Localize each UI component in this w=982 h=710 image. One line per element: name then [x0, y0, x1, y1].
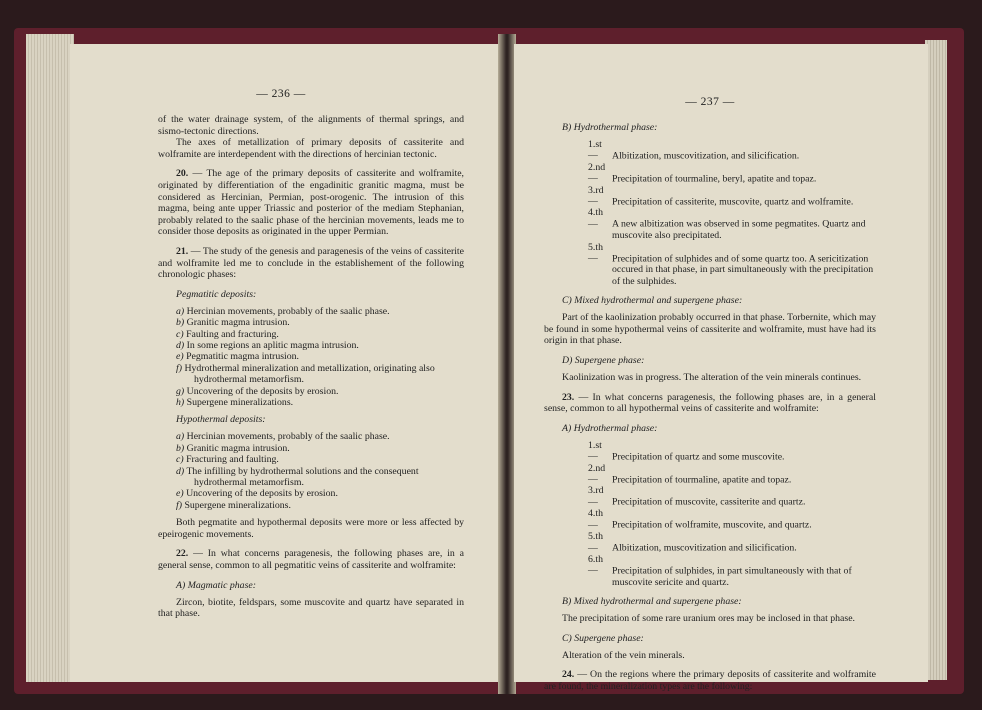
section-21-number: 21. — [176, 245, 189, 257]
supergene-phase-d-heading: D) Supergene phase: — [562, 355, 645, 367]
section-23-text: — In what concerns paragenesis, the following phases are, in a general sense, common to all hypothermal veins of cassiterite and wolframite: — [544, 391, 876, 415]
list-item: d) The infilling by hydrothermal solutions and the consequent hydrothermal metamorfism. — [176, 465, 419, 488]
mixed-phase-b-heading: B) Mixed hydrothermal and supergene phase: — [562, 596, 742, 608]
list-item: g) Uncovering of the deposits by erosion. — [176, 385, 339, 397]
page-stack-left — [26, 34, 74, 682]
both-deposits-paragraph: Both pegmatite and hypothermal deposits were more or less affected by epeirogenic movements. — [158, 517, 464, 540]
list-item: f) Hydrothermal mineralization and metallization, originating also hydrothermal metamorfism. — [176, 362, 435, 386]
list-item: 1.st — Precipitation of quartz and some muscovite. — [588, 439, 785, 463]
list-item: c) Fracturing and faulting. — [176, 454, 279, 466]
pegmatitic-list — [158, 306, 464, 409]
intro-paragraph-1: of the water drainage system, of the alignments of thermal springs, and sismo-tectonic directions. — [158, 114, 464, 137]
hydrothermal-phase-a-heading: A) Hydrothermal phase: — [562, 422, 658, 434]
section-21 — [158, 246, 464, 281]
section-20-number: 20. — [176, 168, 189, 180]
list-item: 4.th — Precipitation of wolframite, muscovite, and quartz. — [588, 508, 812, 531]
hypothermal-deposits-heading: Hypothermal deposits: — [176, 414, 266, 426]
list-item: 5.th — Albitization, muscovitization and silicification. — [588, 531, 797, 554]
list-item: e) Pegmatitic magma intrusion. — [176, 351, 299, 363]
section-20-text: — The age of the primary deposits of cassiterite and wolframite, originated by differentiation of the engadinitic granitic magma, must be considered as Hercinian, Permian, post-orogenic. The intrusion of this magma, being ante upper Triassic and posterior of the mediam Stephanian, probably related to the saalic phase of the hercinian movements, leads me to consider those deposits as originated in the upper Permian. — [158, 168, 464, 238]
list-item: c) Faulting and fracturing. — [176, 328, 279, 340]
page-number-left: — 236 — — [256, 88, 306, 100]
section-24-number: 24. — [562, 669, 575, 681]
list-item: f) Supergene mineralizations. — [176, 499, 291, 511]
hydrothermal-phase-b-list — [588, 139, 876, 287]
section-22-number: 22. — [176, 548, 189, 560]
list-item: a) Hercinian movements, probably of the saalic phase. — [176, 431, 390, 443]
magmatic-phase-heading: A) Magmatic phase: — [176, 579, 256, 591]
hydrothermal-phase-b-heading: B) Hydrothermal phase: — [562, 122, 658, 133]
mixed-phase-c-text: Part of the kaolinization probably occurred in that phase. Torbernite, which may be found in some hypothermal veins of cassiterite and wolframite, must have had its origin in that phase. — [544, 312, 876, 347]
list-item: 2.nd — Precipitation of tourmaline, apatite and topaz. — [588, 462, 792, 486]
hydrothermal-phase-a-list — [588, 440, 876, 588]
list-item: d) In some regions an aplitic magma intrusion. — [176, 339, 359, 351]
list-item: 6.th — Precipitation of sulphides, in part simultaneously with that of muscovite sericite and quartz. — [588, 553, 852, 588]
list-item: 2.nd — Precipitation of tourmaline, beryl, apatite and topaz. — [588, 161, 817, 185]
list-item: h) Supergene mineralizations. — [176, 396, 294, 408]
supergene-phase-c-heading: C) Supergene phase: — [562, 632, 644, 644]
intro-paragraph-2: The axes of metallization of primary deposits of cassiterite and wolframite are interdependent with the directions of hercinian tectonic. — [158, 137, 464, 160]
section-23-number: 23. — [562, 391, 575, 403]
mixed-phase-c-heading: C) Mixed hydrothermal and supergene phase: — [562, 295, 743, 307]
list-item: b) Granitic magma intrusion. — [176, 317, 290, 329]
section-23 — [544, 392, 876, 415]
page-stack-right — [925, 40, 947, 680]
list-item: 5.th — Precipitation of sulphides and of some quartz too. A sericitization occured in that phase, in part simultaneously with the precipitation of the sulphides. — [588, 241, 874, 287]
list-item: 4.th — A new albitization was observed in some pegmatites. Quartz and muscovite also precipitated. — [588, 207, 866, 242]
supergene-phase-d-text: Kaolinization was in progress. The alteration of the vein minerals continues. — [562, 372, 862, 384]
list-item: b) Granitic magma intrusion. — [176, 442, 290, 454]
section-22-text: — In what concerns paragenesis, the following phases are, in a general sense, common to all pegmatitic veins of cassiterite and wolframite: — [158, 548, 464, 571]
section-20 — [158, 168, 464, 238]
list-item: a) Hercinian movements, probably of the saalic phase. — [176, 305, 390, 317]
list-item: 3.rd — Precipitation of muscovite, cassiterite and quartz. — [588, 485, 806, 508]
section-21-text: — The study of the genesis and paragenesis of the veins of cassiterite and wolframite led me to conclude in the establishement of the following chronologic phases: — [158, 245, 464, 281]
mixed-phase-b-text: The precipitation of some rare uranium ores may be inclosed in that phase. — [562, 613, 855, 625]
section-24-text: — On the regions where the primary deposits of cassiterite and wolframite are found, the mineralization types are the following: — [544, 669, 876, 692]
section-24 — [544, 669, 876, 692]
supergene-phase-c-text: Alteration of the vein minerals. — [562, 649, 685, 661]
list-item: e) Uncovering of the deposits by erosion. — [176, 488, 338, 500]
right-page — [514, 44, 928, 692]
page-number-right: — 237 — — [685, 96, 735, 108]
pegmatitic-deposits-heading: Pegmatitic deposits: — [176, 288, 257, 300]
list-item: 3.rd — Precipitation of cassiterite, muscovite, quartz and wolframite. — [588, 184, 854, 208]
hypothermal-list — [158, 431, 464, 511]
left-page — [70, 44, 500, 682]
list-item: 1.st — Albitization, muscovitization, and silicification. — [588, 139, 800, 162]
magmatic-phase-text: Zircon, biotite, feldspars, some muscovite and quartz have separated in that phase. — [158, 596, 464, 620]
section-22 — [158, 548, 464, 571]
